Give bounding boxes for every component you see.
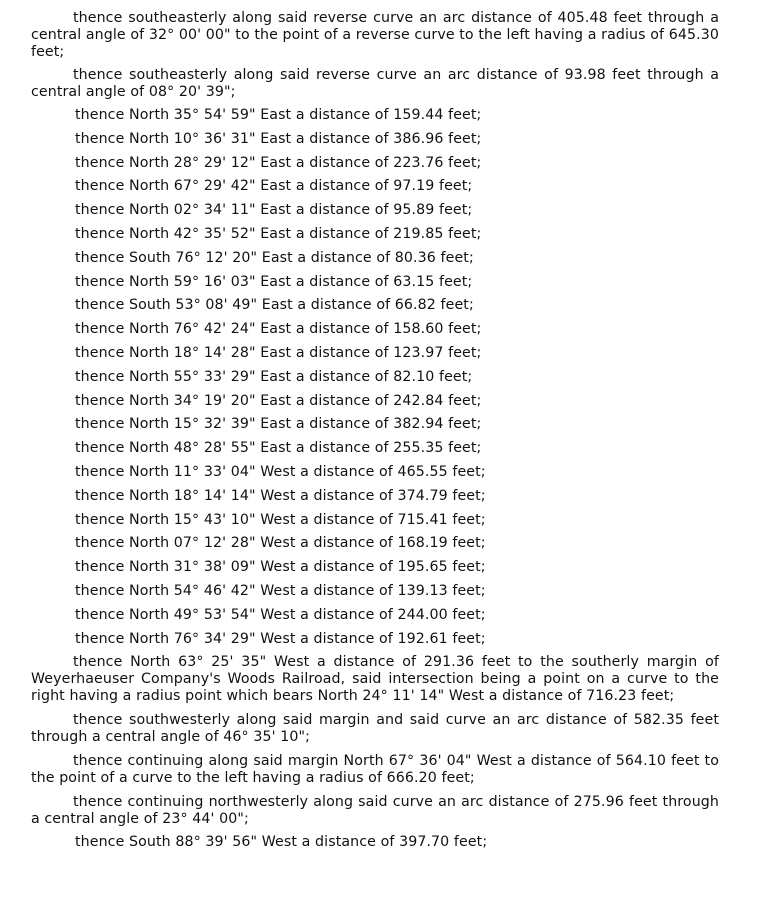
course-line: thence North 18° 14' 14" West a distance of 374.79 feet; (75, 487, 486, 504)
course-line: thence North 34° 19' 20" East a distance of 242.84 feet; (75, 392, 482, 409)
course-line: thence South 76° 12' 20" East a distance of 80.36 feet; (75, 249, 474, 266)
course-line: thence South 53° 08' 49" East a distance of 66.82 feet; (75, 297, 474, 314)
paragraph-reverse-curve-2: thence southeasterly along said reverse curve an arc distance of 93.98 feet through a central angle of 08° 20' 39"; (31, 67, 719, 100)
course-line: thence North 42° 35' 52" East a distance of 219.85 feet; (75, 225, 482, 242)
paragraph-reverse-curve-1: thence southeasterly along said reverse curve an arc distance of 405.48 feet through a central angle of 32° 00' 00" to the point of a reverse curve to the left having a radius of 645.30 feet; (31, 10, 719, 60)
course-line: thence North 10° 36' 31" East a distance of 386.96 feet; (75, 130, 482, 147)
course-line: thence North 76° 42' 24" East a distance of 158.60 feet; (75, 321, 482, 338)
course-line: thence North 49° 53' 54" West a distance of 244.00 feet; (75, 606, 486, 623)
course-line: thence North 15° 43' 10" West a distance of 715.41 feet; (75, 511, 486, 528)
final-course-line: thence South 88° 39' 56" West a distance of 397.70 feet; (75, 834, 488, 851)
course-line: thence North 07° 12' 28" West a distance of 168.19 feet; (75, 535, 486, 552)
course-line: thence North 18° 14' 28" East a distance of 123.97 feet; (75, 344, 482, 361)
course-line: thence North 35° 54' 59" East a distance of 159.44 feet; (75, 107, 482, 123)
course-line: thence North 48° 28' 55" East a distance of 255.35 feet; (75, 440, 482, 457)
paragraph-northwesterly-curve: thence continuing northwesterly along said curve an arc distance of 275.96 feet through a central angle of 23° 44' 00"; (31, 794, 719, 828)
course-line: thence North 59° 16' 03" East a distance of 63.15 feet; (75, 273, 473, 290)
paragraph-southwesterly-curve: thence southwesterly along said margin and said curve an arc distance of 582.35 feet through a central angle of 46° 35' 10"; (31, 712, 719, 746)
course-line: thence North 54° 46' 42" West a distance of 139.13 feet; (75, 582, 486, 599)
course-line: thence North 55° 33' 29" East a distance of 82.10 feet; (75, 368, 473, 385)
course-line: thence North 31° 38' 09" West a distance of 195.65 feet; (75, 559, 486, 576)
course-line: thence North 11° 33' 04" West a distance of 465.55 feet; (75, 463, 486, 480)
legal-description-text (31, 10, 719, 851)
course-line: thence North 02° 34' 11" East a distance of 95.89 feet; (75, 202, 473, 219)
paragraph-railroad-margin: thence North 63° 25' 35" West a distance of 291.36 feet to the southerly margin of Weyerhaeuser Company's Woods Railroad, said intersection being a point on a curve to the right having a radius point which bears North 24° 11' 14" West a distance of 716.23 feet; (31, 654, 719, 705)
course-line: thence North 76° 34' 29" West a distance of 192.61 feet; (75, 630, 486, 647)
course-line: thence North 15° 32' 39" East a distance of 382.94 feet; (75, 416, 482, 433)
course-line: thence North 28° 29' 12" East a distance of 223.76 feet; (75, 154, 482, 171)
paragraph-continuing-margin: thence continuing along said margin North 67° 36' 04" West a distance of 564.10 feet to the point of a curve to the left having a radius of 666.20 feet; (31, 753, 719, 787)
course-line: thence North 67° 29' 42" East a distance of 97.19 feet; (75, 178, 473, 195)
